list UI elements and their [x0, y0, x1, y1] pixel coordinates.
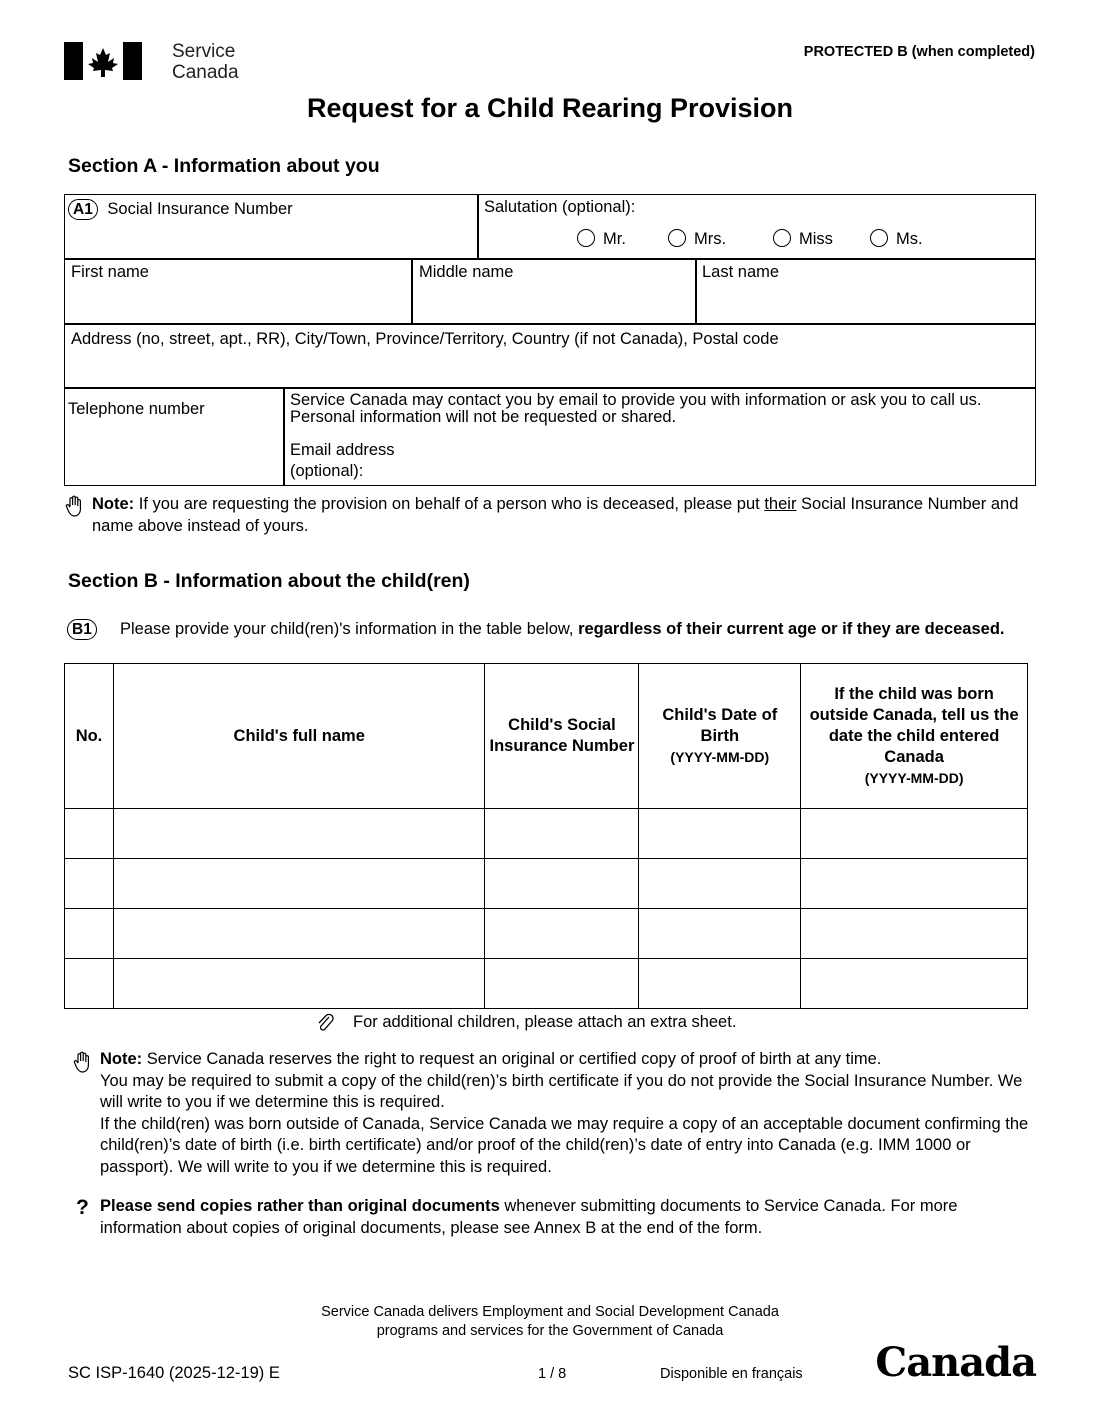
salutation-mr[interactable]: Mr.: [577, 229, 626, 249]
copies-note: Please send copies rather than original documents whenever submitting documents to Service Canada. For more information about copies of original documents, please see Annex B at the end of the form.: [100, 1197, 958, 1237]
cell-no[interactable]: [65, 809, 114, 859]
col-entry: If the child was born outside Canada, tell us the date the child entered Canada (YYYY-MM-DD): [801, 664, 1028, 809]
org-name: [172, 41, 239, 83]
table-row: [65, 909, 1028, 959]
cell-sin[interactable]: [485, 809, 639, 859]
question-icon: ?: [76, 1196, 89, 1219]
last-name-field[interactable]: [695, 258, 1036, 325]
col-dob: Child's Date of Birth (YYYY-MM-DD): [639, 664, 801, 809]
telephone-label: Telephone number: [68, 400, 205, 418]
cell-sin[interactable]: [485, 859, 639, 909]
radio-icon[interactable]: [577, 229, 595, 247]
salutation-group: [477, 194, 1036, 260]
email-notice: Service Canada may contact you by email to provide you with information or ask you to call us. Personal information will not be requested or shared.: [290, 391, 982, 426]
sin-field[interactable]: [64, 194, 479, 260]
section-b-heading: Section B - Information about the child(ren): [68, 570, 470, 592]
form-id: SC ISP-1640 (2025-12-19) E: [68, 1364, 280, 1382]
first-name-label: First name: [71, 263, 149, 281]
canada-flag-logo: [64, 42, 142, 80]
cell-sin[interactable]: [485, 909, 639, 959]
col-name: Child's full name: [113, 664, 485, 809]
attach-note: For additional children, please attach an extra sheet.: [353, 1013, 737, 1031]
telephone-field[interactable]: [64, 387, 285, 486]
footer-statement: Service Canada delivers Employment and Social Development Canada programs and services for the Government of Canada: [321, 1304, 779, 1339]
radio-icon[interactable]: [773, 229, 791, 247]
cell-dob[interactable]: [639, 809, 801, 859]
page-title: Request for a Child Rearing Provision: [306, 93, 794, 123]
middle-name-label: Middle name: [419, 263, 514, 281]
salutation-mrs[interactable]: Mrs.: [668, 229, 726, 249]
email-label: Email address (optional):: [290, 441, 395, 480]
b1-badge: B1: [67, 619, 97, 640]
b1-badge-wrap: [67, 619, 97, 640]
cell-name[interactable]: [113, 909, 485, 959]
table-row: [65, 959, 1028, 1009]
cell-name[interactable]: [113, 809, 485, 859]
address-label: Address (no, street, apt., RR), City/Town, Province/Territory, Country (if not Canada), Postal code: [71, 330, 779, 348]
cell-entry[interactable]: [801, 909, 1028, 959]
cell-entry[interactable]: [801, 859, 1028, 909]
protected-label: PROTECTED B (when completed): [803, 44, 1035, 60]
radio-icon[interactable]: [870, 229, 888, 247]
first-name-field[interactable]: [64, 258, 413, 325]
section-a-heading: Section A - Information about you: [68, 155, 380, 177]
a1-badge: A1: [68, 199, 98, 220]
radio-icon[interactable]: [668, 229, 686, 247]
cell-dob[interactable]: [639, 959, 801, 1009]
cell-sin[interactable]: [485, 959, 639, 1009]
children-table: [64, 663, 1028, 1009]
page-number: 1 / 8: [538, 1366, 567, 1382]
note-birth-proof: Note: Service Canada reserves the right to request an original or certified copy of proof of birth at any time. You may be required to submit a copy of the child(ren)’s birth certificate if you do not provide the Social Insurance Number. We will write to you if we determine this is required. If the child(ren) was born outside of Canada, Service Canada we may require a copy of an acceptable document confirming the child(ren)’s date of birth (i.e. birth certificate) and/or proof of the child(ren)’s date of entry into Canada (e.g. IMM 1000 or passport). We will write to you if we determine this is required.: [100, 1050, 1029, 1176]
canada-wordmark: Canada: [875, 1339, 1036, 1386]
cell-no[interactable]: [65, 959, 114, 1009]
table-row: [65, 809, 1028, 859]
paperclip-icon: [316, 1013, 336, 1038]
salutation-miss[interactable]: Miss: [773, 229, 833, 249]
cell-no[interactable]: [65, 859, 114, 909]
cell-dob[interactable]: [639, 859, 801, 909]
email-field[interactable]: [283, 387, 1036, 486]
table-header-row: [65, 664, 1028, 809]
cell-name[interactable]: [113, 959, 485, 1009]
address-field[interactable]: [64, 323, 1036, 389]
col-no: No.: [65, 664, 114, 809]
salutation-label: Salutation (optional):: [484, 198, 636, 216]
b1-instructions: Please provide your child(ren)'s information in the table below, regardless of their current age or if they are deceased.: [120, 620, 1005, 638]
cell-name[interactable]: [113, 859, 485, 909]
sin-label: Social Insurance Number: [107, 200, 293, 218]
org-line1: Service: [172, 41, 236, 62]
last-name-label: Last name: [702, 263, 780, 281]
middle-name-field[interactable]: [411, 258, 697, 325]
cell-dob[interactable]: [639, 909, 801, 959]
cell-entry[interactable]: [801, 809, 1028, 859]
org-line2: Canada: [172, 62, 239, 83]
hand-icon: [72, 1051, 92, 1078]
note-deceased: Note: If you are requesting the provision on behalf of a person who is deceased, please put their Social Insurance Number and name above instead of yours.: [92, 495, 1019, 535]
cell-entry[interactable]: [801, 959, 1028, 1009]
table-row: [65, 859, 1028, 909]
cell-no[interactable]: [65, 909, 114, 959]
salutation-ms[interactable]: Ms.: [870, 229, 923, 249]
french-link[interactable]: Disponible en français: [660, 1366, 803, 1382]
hand-icon: [64, 495, 84, 522]
col-sin: Child's Social Insurance Number: [485, 664, 639, 809]
